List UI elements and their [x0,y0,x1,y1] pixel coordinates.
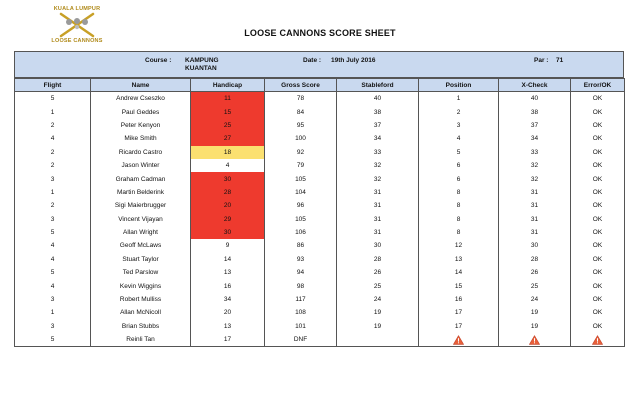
cell-flight: 5 [15,92,91,106]
cell-handicap: 15 [191,105,265,118]
table-row [15,293,625,306]
cell-stableford: 19 [337,320,419,333]
warning-icon [529,336,540,343]
cell-position: 12 [419,239,499,252]
cell-flight: 2 [15,119,91,132]
cell-position: 8 [419,199,499,212]
cell-name: Sigi Maierbrugger [91,199,191,212]
cell-name: Allan Wright [91,226,191,239]
cell-stableford: 32 [337,172,419,185]
table-body [15,92,625,347]
cell-x-check: 25 [499,279,571,292]
cell-gross-score: 101 [265,320,337,333]
cell-error-ok: OK [571,186,625,199]
cell-stableford: 26 [337,266,419,279]
table-row [15,266,625,279]
cell-stableford [337,333,419,347]
par-label: Par : [534,57,549,64]
cell-handicap: 13 [191,266,265,279]
cell-gross-score: 95 [265,119,337,132]
cell-gross-score: 105 [265,172,337,185]
table-header-row [15,79,625,92]
cell-error-ok: OK [571,92,625,106]
cell-stableford: 32 [337,159,419,172]
cell-x-check: 31 [499,226,571,239]
cell-x-check: 31 [499,213,571,226]
cell-stableford: 31 [337,199,419,212]
warning-icon [453,336,464,343]
cell-position: 17 [419,320,499,333]
cell-handicap: 16 [191,279,265,292]
cell-gross-score: 98 [265,279,337,292]
col-header-flight: Flight [15,79,91,92]
col-header-position: Position [419,79,499,92]
cell-handicap: 27 [191,132,265,145]
col-header-name: Name [91,79,191,92]
cell-position: 8 [419,213,499,226]
cell-stableford: 30 [337,239,419,252]
date-value: 19th July 2016 [331,57,376,64]
cell-flight: 3 [15,320,91,333]
cell-error-ok: OK [571,119,625,132]
cell-error-ok: OK [571,320,625,333]
cell-position: 16 [419,293,499,306]
cell-name: Vincent Vijayan [91,213,191,226]
cell-error-ok: OK [571,266,625,279]
table-row [15,105,625,118]
cell-stableford: 34 [337,132,419,145]
cell-handicap: 30 [191,226,265,239]
cell-x-check: 26 [499,266,571,279]
cell-gross-score: 100 [265,132,337,145]
cell-name: Kevin Wiggins [91,279,191,292]
cell-flight: 2 [15,199,91,212]
cell-stableford: 31 [337,213,419,226]
cell-error-ok: OK [571,239,625,252]
table-row [15,199,625,212]
cell-position: 17 [419,306,499,319]
cell-handicap: 34 [191,293,265,306]
cell-flight: 4 [15,132,91,145]
col-header-error-ok: Error/OK [571,79,625,92]
cell-flight: 4 [15,279,91,292]
cell-x-check: 30 [499,239,571,252]
cell-x-check: 24 [499,293,571,306]
cell-error-ok: OK [571,132,625,145]
cell-name: Andrew Cseszko [91,92,191,106]
cell-handicap: 11 [191,92,265,106]
cell-flight: 5 [15,226,91,239]
cell-error-ok: OK [571,146,625,159]
cell-name: Stuart Taylor [91,253,191,266]
logo-line1: KUALA LUMPUR [53,6,101,12]
cell-x-check: 19 [499,320,571,333]
cell-name: Allan McNicoll [91,306,191,319]
table-row [15,306,625,319]
course-info-bar [14,51,624,78]
table-row [15,213,625,226]
table-row [15,186,625,199]
cell-gross-score: 94 [265,266,337,279]
col-header-gross-score: Gross Score [265,79,337,92]
cell-x-check: 40 [499,92,571,106]
col-header-handicap: Handicap [191,79,265,92]
cell-gross-score: 106 [265,226,337,239]
cell-handicap: 4 [191,159,265,172]
score-table [14,78,625,347]
cell-flight: 4 [15,253,91,266]
cell-gross-score: 93 [265,253,337,266]
cell-x-check: 28 [499,253,571,266]
cell-handicap: 9 [191,239,265,252]
table-row [15,146,625,159]
table-row [15,132,625,145]
cell-name: Peter Kenyon [91,119,191,132]
cell-x-check: 19 [499,306,571,319]
cell-position: 13 [419,253,499,266]
cell-x-check: 37 [499,119,571,132]
cell-flight: 3 [15,213,91,226]
cell-name: Mike Smith [91,132,191,145]
cell-flight: 3 [15,293,91,306]
cell-stableford: 19 [337,306,419,319]
cell-stableford: 25 [337,279,419,292]
course-value-line2: KUANTAN [185,65,217,72]
cell-gross-score: DNF [265,333,337,347]
cell-x-check: 38 [499,105,571,118]
cell-error-ok: OK [571,159,625,172]
cell-name: Paul Geddes [91,105,191,118]
cell-name: Robert Mulliss [91,293,191,306]
cell-gross-score: 78 [265,92,337,106]
cell-gross-score: 108 [265,306,337,319]
cell-flight: 2 [15,159,91,172]
warning-icon [592,336,603,343]
cell-position: 1 [419,92,499,106]
course-value [185,57,219,73]
cell-handicap: 28 [191,186,265,199]
cell-stableford: 37 [337,119,419,132]
cell-x-check: 32 [499,172,571,185]
col-header-x-check: X-Check [499,79,571,92]
cell-gross-score: 104 [265,186,337,199]
cell-gross-score: 86 [265,239,337,252]
cell-name: Graham Cadman [91,172,191,185]
course-label: Course : [145,57,172,64]
cell-stableford: 33 [337,146,419,159]
cell-name: Ricardo Castro [91,146,191,159]
cell-x-check: 32 [499,159,571,172]
cell-position: 14 [419,266,499,279]
cell-error-ok: OK [571,199,625,212]
cell-flight: 2 [15,146,91,159]
table-row [15,119,625,132]
cell-handicap: 30 [191,172,265,185]
cell-position: 4 [419,132,499,145]
cell-position: 5 [419,146,499,159]
table-row [15,333,625,347]
cell-flight: 4 [15,239,91,252]
cell-position: 6 [419,159,499,172]
table-row [15,92,625,106]
cell-error-ok: OK [571,253,625,266]
cell-x-check: 33 [499,146,571,159]
cell-name: Martin Belderink [91,186,191,199]
cell-handicap: 25 [191,119,265,132]
table-row [15,226,625,239]
course-value-line1: KAMPUNG [185,57,219,64]
cell-handicap: 13 [191,320,265,333]
table-row [15,253,625,266]
cell-name: Reinli Tan [91,333,191,347]
cell-error-ok: OK [571,172,625,185]
cell-error-ok: OK [571,105,625,118]
cell-position: 6 [419,172,499,185]
cell-handicap: 20 [191,199,265,212]
cell-flight: 5 [15,266,91,279]
club-logo [44,6,110,44]
cell-handicap: 14 [191,253,265,266]
cell-position [419,333,499,347]
cell-position: 15 [419,279,499,292]
cell-gross-score: 92 [265,146,337,159]
col-header-stableford: Stableford [337,79,419,92]
cell-error-ok: OK [571,293,625,306]
cell-flight: 1 [15,306,91,319]
cell-handicap: 18 [191,146,265,159]
cell-stableford: 24 [337,293,419,306]
cell-x-check [499,333,571,347]
cell-gross-score: 105 [265,213,337,226]
cell-gross-score: 84 [265,105,337,118]
cell-handicap: 20 [191,306,265,319]
logo-line2: LOOSE CANNONS [51,38,103,44]
table-row [15,159,625,172]
cell-flight: 5 [15,333,91,347]
cell-x-check: 34 [499,132,571,145]
cell-error-ok: OK [571,226,625,239]
cell-error-ok: OK [571,306,625,319]
cell-handicap: 29 [191,213,265,226]
cell-x-check: 31 [499,186,571,199]
cell-handicap: 17 [191,333,265,347]
cell-stableford: 31 [337,226,419,239]
cell-position: 8 [419,226,499,239]
cell-name: Brian Stubbs [91,320,191,333]
cell-flight: 3 [15,172,91,185]
table-row [15,172,625,185]
cell-x-check: 31 [499,199,571,212]
cell-stableford: 38 [337,105,419,118]
cell-flight: 1 [15,186,91,199]
table-row [15,320,625,333]
cell-error-ok: OK [571,279,625,292]
table-row [15,279,625,292]
cell-gross-score: 79 [265,159,337,172]
date-label: Date : [303,57,322,64]
par-value: 71 [556,57,564,64]
cell-stableford: 31 [337,186,419,199]
cell-stableford: 40 [337,92,419,106]
cell-position: 3 [419,119,499,132]
cell-error-ok: OK [571,213,625,226]
cell-name: Ted Parslow [91,266,191,279]
table-row [15,239,625,252]
cell-position: 8 [419,186,499,199]
cell-gross-score: 117 [265,293,337,306]
page-title: LOOSE CANNONS SCORE SHEET [244,28,396,38]
cell-name: Jason Winter [91,159,191,172]
cell-stableford: 28 [337,253,419,266]
cell-flight: 1 [15,105,91,118]
cell-name: Geoff McLaws [91,239,191,252]
cell-position: 2 [419,105,499,118]
cell-gross-score: 96 [265,199,337,212]
cell-error-ok [571,333,625,347]
